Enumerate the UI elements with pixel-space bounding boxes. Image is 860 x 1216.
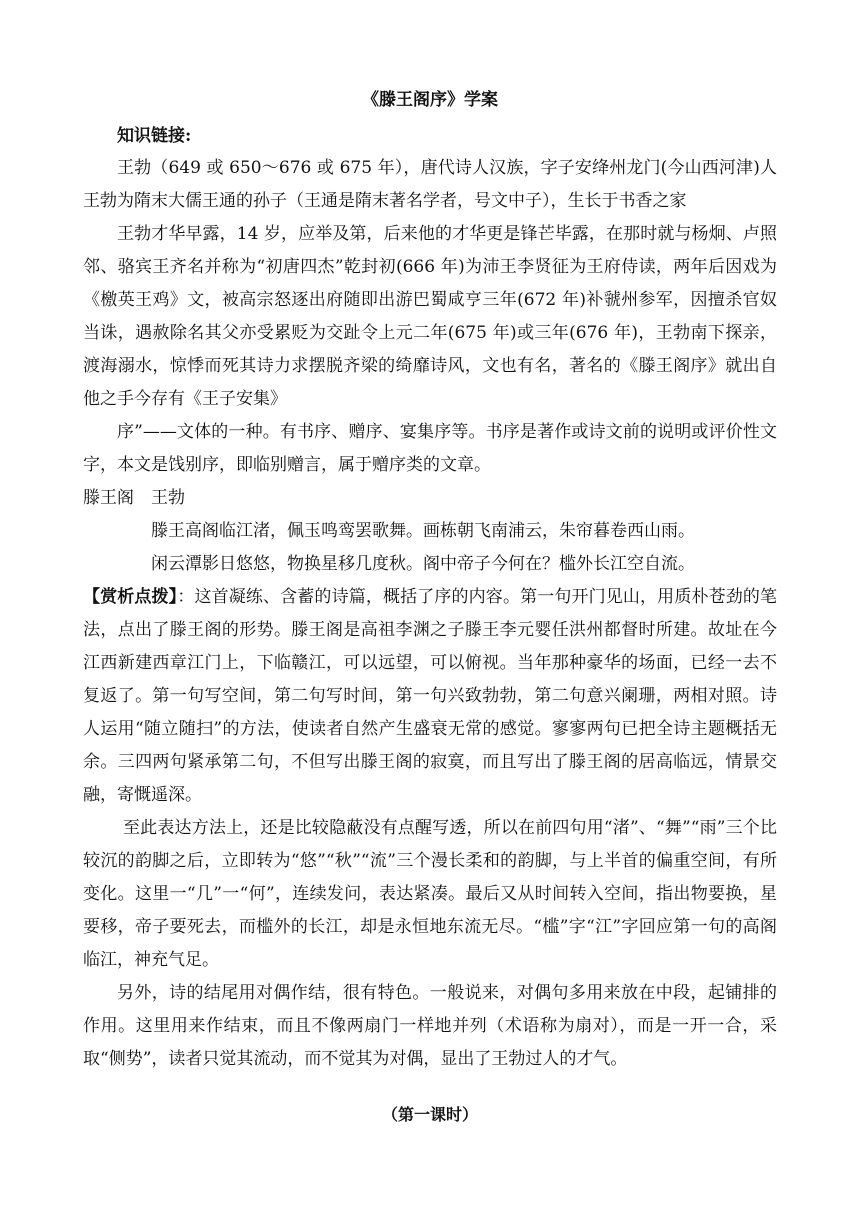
document-title: 《滕王阁序》学案 [362,90,498,110]
poem-line: 滕王高阁临江渚，佩玉鸣鸾罢歌舞。画栋朝飞南浦云，朱帘暮卷西山雨。 [151,521,695,541]
analysis-paragraph-ending: 另外，诗的结尾用对偶作结，很有特色。一般说来，对偶句多用来放在中段，起铺排的作用。这里用来作结束，而且不像两扇门一样地并列（术语称为扇对），而是一开一合，采取“侧势”，读者只觉其流动，而不觉其为对偶，显出了王勃过人的才气。 [83,983,777,1069]
analysis-paragraph [83,581,777,812]
analysis-paragraph-rhyme: 至此表达方法上，还是比较隐蔽没有点醒写透，所以在前四句用“渚”、“舞”“雨”三个比较沉的韵脚之后，立即转为“悠”“秋”“流”三个漫长柔和的韵脚，与上半首的偏重空间，有所变化。这里一“几”一“何”，连续发问，表达紧凑。最后又从时间转入空间，指出物要换，星要移，帝子要死去，而槛外的长江，却是永恒地东流无尽。“槛”字“江”字回应第一句的高阁临江，神充气足。 [83,818,777,970]
section-heading: 知识链接: [117,126,192,146]
poem-title: 滕王阁 王勃 [83,488,185,508]
paragraph-author-career: 王勃才华早露，14 岁，应举及第，后来他的才华更是锋芒毕露，在那时就与杨炯、卢照邻、骆宾王齐名并称为“初唐四杰”乾封初(666 年)为沛王李贤征为王府侍读，两年后因戏为《檄英王鸡》文，被高宗怒逐出府随即出游巴蜀咸亨三年(672 年)补虢州参军，因擅杀官奴当诛，遇赦除名其父亦受累贬为交趾令上元二年(675 年)或三年(676 年)，王勃南下探亲，渡海溺水，惊悸而死其诗力求摆脱齐梁的绮靡诗风，文也有名，著名的《滕王阁序》就出自他之手今存有《王子安集》 [83,224,777,409]
poem-line: 闲云潭影日悠悠，物换星移几度秋。阁中帝子今何在？槛外长江空自流。 [151,554,695,574]
analysis-text: ：这首凝练、含蓄的诗篇，概括了序的内容。第一句开门见山，用质朴苍劲的笔法，点出了滕王阁的形势。滕王阁是高祖李渊之子滕王李元婴任洪州都督时所建。故址在今江西新建西章江门上，下临赣江，可以远望，可以俯视。当年那种豪华的场面，已经一去不复返了。第一句写空间，第二句写时间，第一句兴致勃勃，第二句意兴阑珊，两相对照。诗人运用“随立随扫”的方法，使读者自然产生盛衰无常的感觉。寥寥两句已把全诗主题概括无余。三四两句紧承第二句，不但写出滕王阁的寂寞，而且写出了滕王阁的居高临远，情景交融，寄慨遥深。 [83,587,778,805]
document-body [83,152,777,1076]
paragraph-genre-note: 序”——文体的一种。有书序、赠序、宴集序等。书序是著作或诗文前的说明或评价性文字，本文是饯别序，即临别赠言，属于赠序类的文章。 [83,422,777,475]
paragraph-author-bio: 王勃（649 或 650～676 或 675 年），唐代诗人汉族，字子安绛州龙门(今山西河津)人王勃为隋末大儒王通的孙子（王通是隋末著名学者，号文中子），生长于书香之家 [83,158,777,211]
lesson-label: （第一课时） [381,1105,478,1124]
analysis-tag: 【赏析点拨】 [83,587,178,607]
